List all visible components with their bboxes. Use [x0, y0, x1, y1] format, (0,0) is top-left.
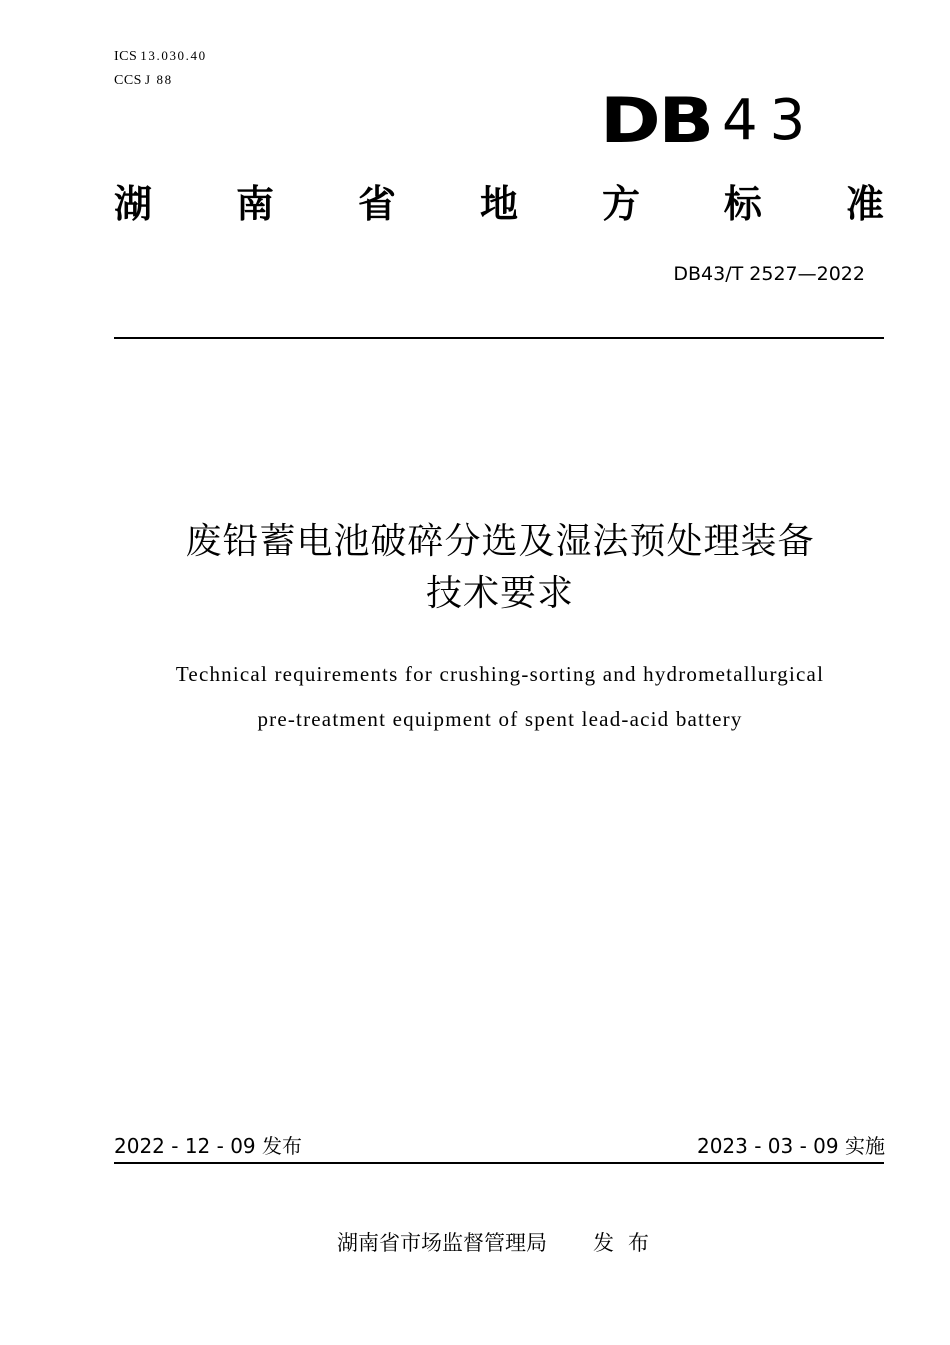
title-chinese-line-2: 技术要求: [425, 573, 574, 614]
ics-value: 13.030.40: [140, 48, 207, 63]
footer-divider: [114, 1162, 884, 1164]
issue-date: 2022 - 12 - 09 发布: [114, 1134, 303, 1158]
ccs-code: [114, 68, 207, 92]
title-chinese: [60, 516, 940, 620]
title-english-line-1: Technical requirements for crushing-sorting and hydrometallurgical: [175, 662, 825, 686]
standard-mark: [600, 80, 817, 160]
title-english: [60, 652, 940, 742]
standard-number: DB43/T 2527—2022: [673, 263, 865, 285]
standard-type-char: 南: [235, 182, 274, 226]
publisher-organization: 湖南省市场监督管理局: [337, 1231, 547, 1255]
implementation-date: 2023 - 03 - 09 实施: [696, 1134, 885, 1158]
standard-mark-letters: DB: [600, 83, 712, 157]
ics-label: ICS: [114, 49, 138, 64]
title-english-line-2: pre-treatment equipment of spent lead-acid battery: [257, 707, 743, 731]
ccs-label: CCS: [114, 73, 142, 88]
header-divider: [114, 337, 884, 339]
standard-type-char: 地: [479, 182, 518, 226]
standard-type-char: 标: [723, 182, 762, 226]
standard-type-char: 准: [845, 182, 884, 226]
standard-type-char: 湖: [114, 182, 153, 226]
ccs-value: J 88: [144, 72, 173, 87]
publisher-line: [250, 1227, 750, 1259]
standard-type-heading: [114, 178, 884, 230]
publisher-action: 发布: [593, 1231, 663, 1255]
standard-type-char: 方: [601, 182, 640, 226]
ics-code: [114, 44, 207, 68]
classification-codes: [114, 44, 207, 92]
standard-type-char: 省: [357, 182, 396, 226]
standard-mark-number: 43: [722, 87, 818, 153]
title-chinese-line-1: 废铅蓄电池破碎分选及湿法预处理装备: [185, 521, 815, 562]
